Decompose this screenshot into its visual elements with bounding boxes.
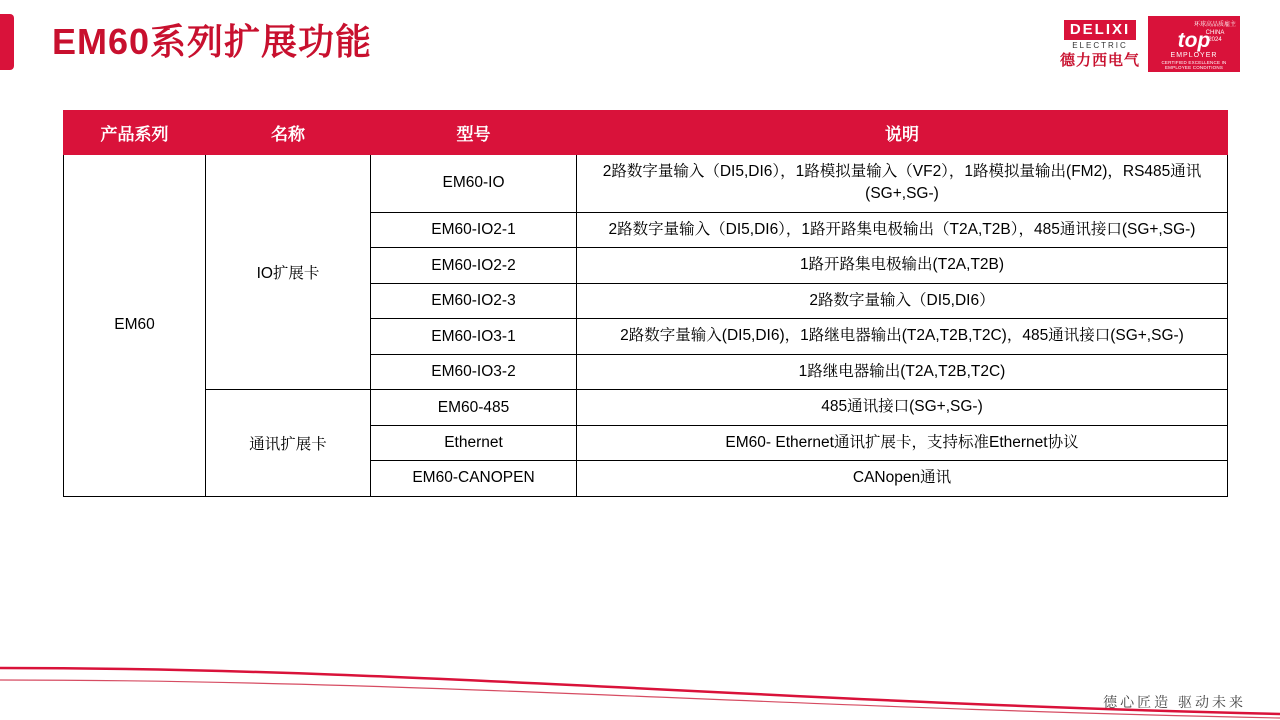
logo-area bbox=[1060, 16, 1240, 72]
model-cell: EM60-485 bbox=[371, 390, 577, 425]
delixi-logo-cn: 德力西电气 bbox=[1059, 52, 1140, 69]
model-cell: EM60-IO2-1 bbox=[371, 212, 577, 247]
footer-slogan: 德心匠造 驱动未来 bbox=[1103, 694, 1246, 710]
table-header-row bbox=[64, 111, 1228, 155]
table-header-name: 名称 bbox=[206, 111, 371, 155]
top-employer-side-line2: CHINA bbox=[1205, 29, 1225, 36]
desc-cell: 2路数字量输入（DI5,DI6），1路模拟量输入（VF2），1路模拟量输出(FM2)，RS485通讯(SG+,SG-) bbox=[577, 155, 1228, 213]
table-row bbox=[64, 390, 1228, 425]
table-row bbox=[64, 155, 1228, 213]
group-name-comm: 通讯扩展卡 bbox=[206, 390, 371, 496]
top-employer-bottom-text: CERTIFIED EXCELLENCE IN EMPLOYEE CONDITIONS bbox=[1161, 60, 1227, 70]
desc-cell: 1路继电器输出(T2A,T2B,T2C) bbox=[577, 354, 1228, 389]
desc-cell: 2路数字量输入(DI5,DI6)，1路继电器输出(T2A,T2B,T2C)，485通讯接口(SG+,SG-) bbox=[577, 319, 1228, 354]
group-name-io: IO扩展卡 bbox=[206, 155, 371, 390]
footer-swoosh bbox=[0, 664, 1280, 720]
delixi-logo-sub: ELECTRIC bbox=[1072, 41, 1128, 50]
top-employer-side-text bbox=[1194, 22, 1236, 45]
model-cell: EM60-IO3-2 bbox=[371, 354, 577, 389]
spec-table-wrapper bbox=[63, 110, 1227, 497]
desc-cell: 1路开路集电极输出(T2A,T2B) bbox=[577, 248, 1228, 283]
top-employer-label: EMPLOYER bbox=[1170, 51, 1218, 59]
page-title: EM60系列扩展功能 bbox=[52, 21, 373, 62]
delixi-logo bbox=[1060, 20, 1140, 68]
model-cell: EM60-IO bbox=[371, 155, 577, 213]
model-cell: EM60-IO2-2 bbox=[371, 248, 577, 283]
desc-cell: 2路数字量输入（DI5,DI6），1路开路集电极输出（T2A,T2B），485通讯接口(SG+,SG-) bbox=[577, 212, 1228, 247]
model-cell: Ethernet bbox=[371, 425, 577, 460]
top-employer-side-line3: 2024 bbox=[1208, 37, 1222, 43]
title-accent-bar bbox=[0, 14, 14, 70]
model-cell: EM60-IO3-1 bbox=[371, 319, 577, 354]
desc-cell: 485通讯接口(SG+,SG-) bbox=[577, 390, 1228, 425]
table-header-model: 型号 bbox=[371, 111, 577, 155]
model-cell: EM60-IO2-3 bbox=[371, 283, 577, 318]
title-bar bbox=[0, 14, 372, 70]
top-employer-top-text: top bbox=[1177, 28, 1211, 52]
desc-cell: 2路数字量输入（DI5,DI6） bbox=[577, 283, 1228, 318]
table-header-series: 产品系列 bbox=[64, 111, 206, 155]
top-employer-side-line1: 环球高品质雇主 bbox=[1193, 22, 1236, 28]
table-header-desc: 说明 bbox=[577, 111, 1228, 155]
spec-table bbox=[63, 110, 1228, 497]
delixi-logo-en: DELIXI bbox=[1064, 20, 1136, 40]
model-cell: EM60-CANOPEN bbox=[371, 461, 577, 496]
desc-cell: CANopen通讯 bbox=[577, 461, 1228, 496]
top-employer-badge bbox=[1148, 16, 1240, 72]
desc-cell: EM60- Ethernet通讯扩展卡，支持标准Ethernet协议 bbox=[577, 425, 1228, 460]
series-cell-em60: EM60 bbox=[64, 155, 206, 497]
